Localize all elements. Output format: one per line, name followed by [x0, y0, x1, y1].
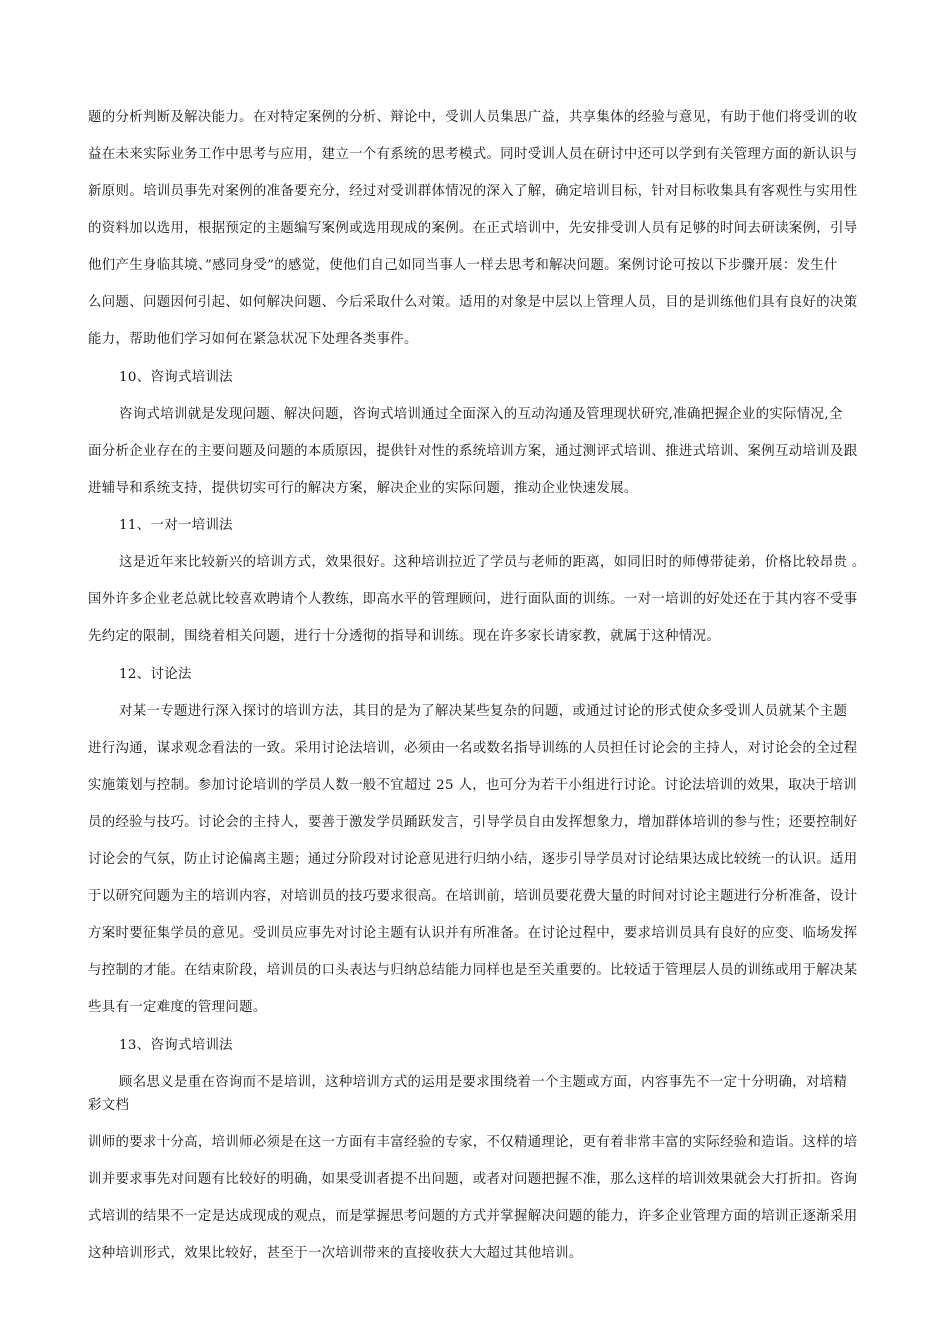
paragraph-line: 的资料加以选用，根据预定的主题编写案例或选用现成的案例。在正式培训中，先安排受训人员有足够的时间去研读案例，引导 [88, 221, 858, 236]
paragraph-line: 员的经验与技巧。讨论会的主持人，要善于激发学员踊跃发言，引导学员自由发挥想象力，增加群体培训的参与性；还要控制好 [88, 815, 858, 830]
paragraph-line: 先约定的限制，围绕着相关问题，进行十分透彻的指导和训练。现在许多家长请家教，就属于这种情况。 [88, 629, 721, 644]
section-heading: 13、咨询式培训法 [119, 1038, 233, 1053]
section-heading: 12、讨论法 [119, 667, 192, 682]
paragraph-line: 这种培训形式，效果比较好，甚至于一次培训带来的直接收获大大超过其他培训。 [88, 1246, 583, 1261]
paragraph-line: 训并要求事先对问题有比较好的明确，如果受训者提不出问题，或者对问题把握不准，那么这样的培训效果就会大打折扣。咨询 [88, 1172, 858, 1187]
paragraph-line: 顾名思义是重在咨询而不是培训，这种培训方式的运用是要求围绕着一个主题或方面，内容事先不一定十分明确，对培精 [119, 1075, 848, 1090]
section-heading: 10、咨询式培训法 [119, 370, 233, 385]
paragraph-line: 这是近年来比较新兴的培训方式，效果很好。这种培训拉近了学员与老师的距离，如同旧时的师傅带徒弟，价格比较昂贵 。 [119, 555, 866, 570]
paragraph-line: 面分析企业存在的主要问题及问题的本质原因，提供针对性的系统培训方案，通过测评式培训、推进式培训、案例互动培训及跟 [88, 444, 858, 459]
paragraph-line: 进行沟通，谋求观念看法的一致。采用讨论法培训，必须由一名或数名指导训练的人员担任讨论会的主持人，对讨论会的全过程 [88, 741, 858, 756]
paragraph-line: 新原则。培训员事先对案例的准备要充分，经过对受训群体情况的深入了解，确定培训目标，针对目标收集具有客观性与实用性 [88, 184, 858, 199]
paragraph-line: 彩文档 [88, 1098, 130, 1113]
paragraph-line: 实施策划与控制。参加讨论培训的学员人数一般不宜超过 25 人，也可分为若干小组进行讨论。讨论法培训的效果，取决于培训 [88, 778, 857, 793]
paragraph-line: 题的分析判断及解决能力。在对特定案例的分析、辩论中，受训人员集思广益，共享集体的经验与意见，有助于他们将受训的收 [88, 110, 858, 125]
paragraph-line: 能力，帮助他们学习如何在紧急状况下处理各类事件。 [88, 332, 418, 347]
paragraph-line: 益在未来实际业务工作中思考与应用，建立一个有系统的思考模式。同时受训人员在研讨中还可以学到有关管理方面的新认识与 [88, 147, 858, 162]
paragraph-line: 些具有一定难度的管理问题。 [88, 1000, 267, 1015]
paragraph-line: 进辅导和系统支持，提供切实可行的解决方案，解决企业的实际问题，推动企业快速发展。 [88, 481, 638, 496]
paragraph-line: 于以研究问题为主的培训内容，对培训员的技巧要求很高。在培训前，培训员要花费大量的时间对讨论主题进行分析准备，设计 [88, 889, 858, 904]
paragraph-line: 咨询式培训就是发现问题、解决问题，咨询式培训通过全面深入的互动沟通及管理现状研究,准确把握企业的实际情况,全 [119, 407, 843, 422]
section-heading: 11、一对一培训法 [119, 518, 233, 533]
paragraph-line: 对某一专题进行深入探讨的培训方法，其目的是为了解决某些复杂的问题，或通过讨论的形式使众多受训人员就某个主题 [119, 704, 848, 719]
paragraph-line: 国外许多企业老总就比较喜欢聘请个人教练，即高水平的管理顾问，进行面队面的训练。一对一培训的好处还在于其内容不受事 [88, 592, 858, 607]
paragraph-line: 他们产生身临其境、”感同身受”的感觉，使他们自己如同当事人一样去思考和解决问题。案例讨论可按以下步骤开展：发生什 [88, 258, 838, 273]
paragraph-line: 式培训的结果不一定是达成现成的观点，而是掌握思考问题的方式并掌握解决问题的能力，许多企业管理方面的培训正逐渐采用 [88, 1209, 858, 1224]
paragraph-line: 么问题、问题因何引起、如何解决问题、今后采取什么对策。适用的对象是中层以上管理人员，目的是训练他们具有良好的决策 [88, 295, 858, 310]
paragraph-line: 方案时要征集学员的意见。受训员应事先对讨论主题有认识并有所准备。在讨论过程中，要求培训员具有良好的应变、临场发挥 [88, 926, 858, 941]
paragraph-line: 讨论会的气氛，防止讨论偏离主题；通过分阶段对讨论意见进行归纳小结，逐步引导学员对讨论结果达成比较统一的认识。适用 [88, 852, 858, 867]
paragraph-line: 训师的要求十分高，培训师必须是在这一方面有丰富经验的专家，不仅精通理论，更有着非常丰富的实际经验和造诣。这样的培 [88, 1135, 858, 1150]
paragraph-line: 与控制的才能。在结束阶段，培训员的口头表达与归纳总结能力同样也是至关重要的。比较适于管理层人员的训练或用于解决某 [88, 963, 858, 978]
